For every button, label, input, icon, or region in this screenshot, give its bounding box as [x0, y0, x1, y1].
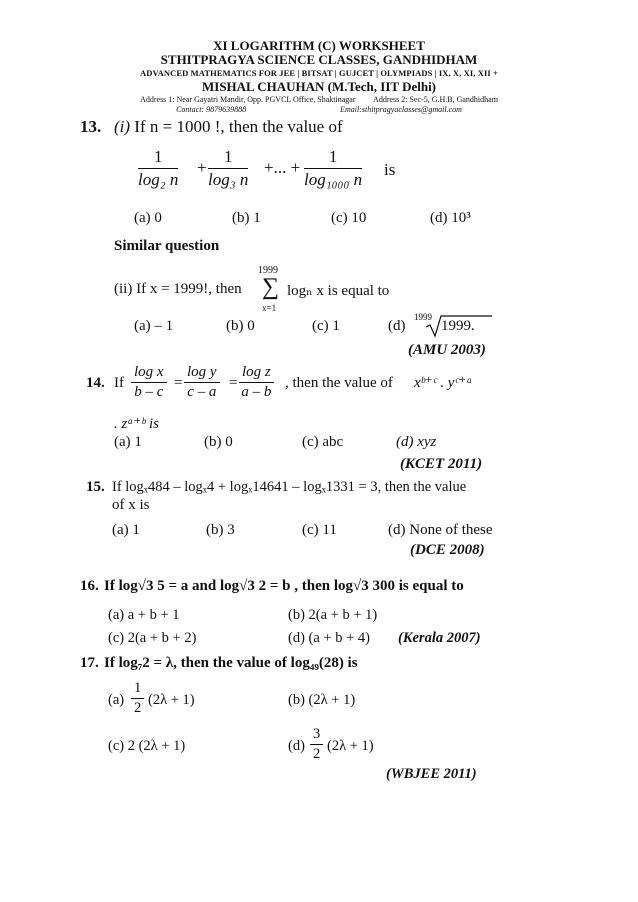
q16-option-a: (a) a + b + 1	[108, 607, 180, 623]
similar-heading: Similar question	[114, 238, 220, 254]
q16-number: 16.	[80, 578, 99, 594]
address-line	[0, 95, 638, 104]
q13-frac2-num: 1	[208, 147, 248, 169]
q13-frac2-den: log₃ n	[208, 170, 249, 189]
q17-d-num: 3	[310, 726, 323, 745]
q13-part: (i)	[114, 117, 131, 136]
q14-f3-num: log z	[239, 364, 274, 383]
q16-option-c: (c) 2(a + b + 2)	[108, 630, 197, 646]
similar-option-a: (a) – 1	[134, 318, 174, 334]
q13-option-a: (a) 0	[134, 210, 162, 226]
q17-a-num: 1	[131, 680, 144, 699]
q17-option-d-label: (d)	[288, 738, 305, 754]
q14-option-d: (d) xyz	[396, 434, 437, 450]
q16-option-b: (b) 2(a + b + 1)	[288, 607, 378, 623]
similar-option-d: (d)	[388, 318, 406, 334]
courses-line: ADVANCED MATHEMATICS FOR JEE | BITSAT | GUJCET | OLYMPIADS | IX, X, XI, XII +	[140, 68, 498, 78]
q15-option-d: (d) None of these	[388, 522, 493, 538]
q13-plus-1: +	[197, 158, 207, 177]
q14-option-a: (a) 1	[114, 434, 142, 450]
q13-option-d: (d) 10³	[430, 210, 471, 226]
q14-if: If	[114, 375, 124, 391]
q14-source: (KCET 2011)	[400, 456, 483, 472]
q14-option-b: (b) 0	[204, 434, 233, 450]
address-1: Address 1: Near Gayatri Mandir, Opp. PGVCL Office, Shaktinagar	[140, 95, 356, 104]
q17-number: 17.	[80, 655, 99, 671]
sum-upper-limit: 1999	[258, 265, 278, 276]
q17-option-c: (c) 2 (2λ + 1)	[108, 738, 186, 754]
q15-option-c: (c) 11	[302, 522, 337, 538]
contact-line	[0, 105, 638, 114]
q16-option-d: (d) (a + b + 4)	[288, 630, 370, 646]
q17-a-den: 2	[134, 700, 142, 716]
q14-continuation: . zᵃ⁺ᵇ is	[114, 416, 160, 432]
q16-stem: If log√3 5 = a and log√3 2 = b , then log√3 300 is equal to	[104, 578, 464, 594]
q15-option-b: (b) 3	[206, 522, 235, 538]
q17-stem: If log₇2 = λ, then the value of log₄₉(28) is	[104, 655, 358, 671]
q13-option-b: (b) 1	[232, 210, 261, 226]
q17-option-d-expr: (2λ + 1)	[327, 738, 374, 754]
q14-fraction-x	[131, 364, 167, 401]
q15-stem-2: of x is	[112, 497, 150, 513]
similar-source: (AMU 2003)	[408, 342, 486, 358]
q14-equals-1: =	[174, 375, 183, 391]
q13-stem	[114, 117, 343, 137]
q13-frac3-num: 1	[304, 147, 362, 169]
similar-option-c: (c) 1	[312, 318, 340, 334]
q13-number: 13.	[80, 117, 102, 136]
address-2: Address 2: Sec-5, G.H.B, Gandhidham	[373, 95, 498, 104]
q14-fraction-y	[184, 364, 220, 401]
q17-option-a-fraction	[131, 680, 144, 717]
q14-f2-den: c – a	[187, 384, 217, 400]
q14-stem-after: , then the value of	[285, 375, 393, 391]
q13-is: is	[384, 160, 396, 179]
institute-name: STHITPRAGYA SCIENCE CLASSES, GANDHIDHAM	[160, 52, 478, 67]
q14-f2-num: log y	[184, 364, 220, 383]
q13-option-c: (c) 10	[331, 210, 367, 226]
q17-source: (WBJEE 2011)	[386, 766, 477, 782]
q17-option-a-expr: (2λ + 1)	[148, 692, 195, 708]
q14-expression: xᵇ⁺ᶜ . yᶜ⁺ᵃ	[414, 375, 473, 391]
q13-fraction-3	[304, 147, 362, 190]
q13-frac1-den: log₂ n	[138, 170, 179, 189]
q13-plus-2: +... +	[264, 158, 301, 177]
q14-f1-num: log x	[131, 364, 167, 383]
q15-option-a: (a) 1	[112, 522, 140, 538]
teacher-name: MISHAL CHAUHAN (M.Tech, IIT Delhi)	[201, 79, 437, 94]
contact-phone: Contact: 9879639888	[176, 105, 247, 114]
sum-lower-limit: x=1	[262, 303, 277, 313]
q13-frac3-den: log₁₀₀₀ n	[304, 170, 363, 189]
root-value: 1999.	[441, 318, 475, 334]
contact-email: Email:sthitpragyaclasses@gmail.com	[340, 105, 462, 114]
q17-option-d-fraction	[310, 726, 323, 763]
q14-fraction-z	[239, 364, 274, 401]
similar-option-b: (b) 0	[226, 318, 255, 334]
similar-stem-before: (ii) If x = 1999!, then	[114, 281, 242, 297]
q17-d-den: 2	[313, 746, 321, 762]
similar-stem-after: logₙ x is equal to	[287, 283, 390, 299]
summation-sign: ∑	[262, 274, 280, 300]
q15-source: (DCE 2008)	[410, 542, 485, 558]
q14-f3-den: a – b	[241, 384, 272, 400]
worksheet-title: XI LOGARITHM (C) WORKSHEET	[213, 38, 425, 53]
q14-number: 14.	[86, 375, 105, 391]
q15-stem: If logₓ484 – logₓ4 + logₓ14641 – logₓ1331 = 3, then the value	[112, 479, 467, 495]
root-index: 1999	[414, 312, 432, 322]
q14-option-c: (c) abc	[302, 434, 344, 450]
q13-stem-text: If n = 1000 !, then the value of	[134, 117, 343, 136]
q14-equals-2: =	[229, 375, 238, 391]
q13-fraction-2	[208, 147, 248, 190]
q14-f1-den: b – c	[134, 384, 164, 400]
q17-option-a-label: (a)	[108, 692, 125, 708]
q15-number: 15.	[86, 479, 105, 495]
q13-fraction-1	[138, 147, 178, 190]
q13-frac1-num: 1	[138, 147, 178, 169]
q16-source: (Kerala 2007)	[398, 630, 481, 646]
q17-option-b: (b) (2λ + 1)	[288, 692, 356, 708]
